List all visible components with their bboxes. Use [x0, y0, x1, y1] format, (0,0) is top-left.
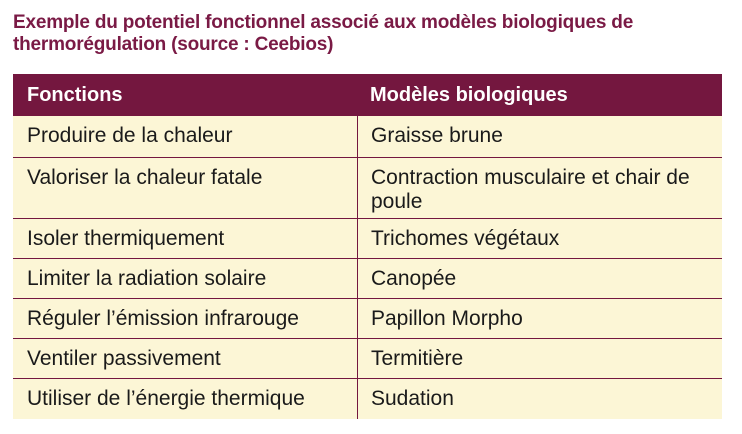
function-cell: Ventiler passivement [13, 339, 358, 378]
model-cell: Contraction musculaire et chair de poule [371, 166, 690, 213]
header-modeles-biologiques: Modèles biologiques [370, 83, 568, 106]
function-cell: Isoler thermiquement [13, 219, 358, 258]
table-row [13, 259, 722, 299]
table-caption: Exemple du potentiel fonctionnel associé aux modèles biologiques de thermorégulation (source : Ceebios) [13, 12, 634, 55]
table-row [13, 158, 722, 219]
table-row [13, 299, 722, 339]
model-cell: Trichomes végétaux [371, 227, 560, 250]
model-cell: Graisse brune [371, 124, 503, 147]
model-cell: Sudation [371, 387, 454, 410]
model-cell: Canopée [371, 267, 457, 290]
header-fonctions: Fonctions [27, 83, 123, 106]
function-cell: Produire de la chaleur [13, 116, 358, 157]
table-row [13, 219, 722, 259]
function-cell: Valoriser la chaleur fatale [13, 158, 358, 218]
table-header [13, 74, 722, 116]
functions-table [13, 74, 722, 419]
function-cell: Limiter la radiation solaire [13, 259, 358, 298]
function-cell: Réguler l’émission infrarouge [13, 299, 358, 338]
function-cell: Utiliser de l’énergie thermique [13, 379, 358, 419]
table-row [13, 339, 722, 379]
model-cell: Termitière [371, 347, 464, 370]
table-row [13, 379, 722, 419]
model-cell: Papillon Morpho [371, 307, 523, 330]
table-row [13, 116, 722, 158]
